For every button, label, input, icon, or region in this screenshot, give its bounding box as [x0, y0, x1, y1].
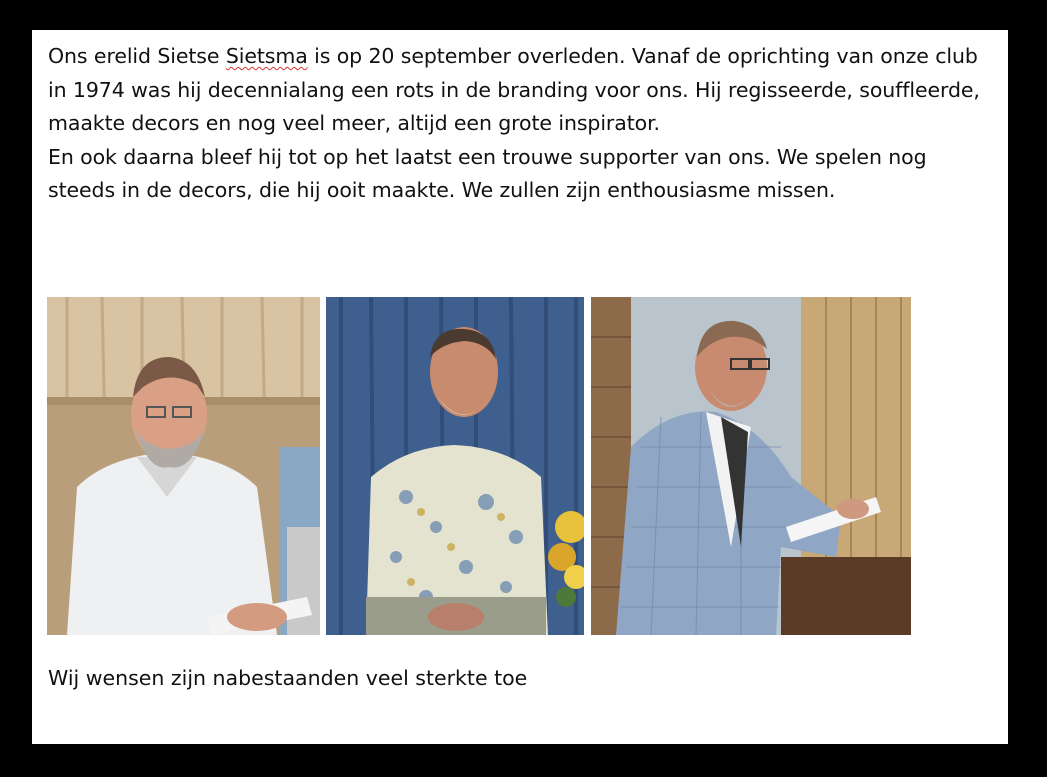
notice-page	[32, 30, 1008, 744]
condolence-line: Wij wensen zijn nabestaanden veel sterkte toe	[48, 666, 528, 690]
paragraph-1-rest: is op 20 september overleden. Vanaf de oprichting van onze club in 1974 was hij decennialang een rots in de branding voor ons. Hij regisseerde, souffleerde, maakte decors en nog veel meer, altijd een grote inspirator.	[48, 44, 980, 135]
photo-white-sweater	[47, 297, 320, 635]
photo-checked-jacket	[591, 297, 911, 635]
paragraph-1-start: Ons erelid Sietse	[48, 44, 226, 68]
photo-patterned-shirt	[326, 297, 584, 635]
notice-paragraph-2: En ook daarna bleef hij tot op het laatst een trouwe supporter van ons. We spelen nog steeds in de decors, die hij ooit maakte. We zullen zijn enthousiasme missen.	[48, 144, 927, 202]
surname-spellcheck: Sietsma	[225, 44, 308, 68]
notice-text	[48, 40, 988, 208]
notice-paragraph-1	[48, 40, 988, 141]
